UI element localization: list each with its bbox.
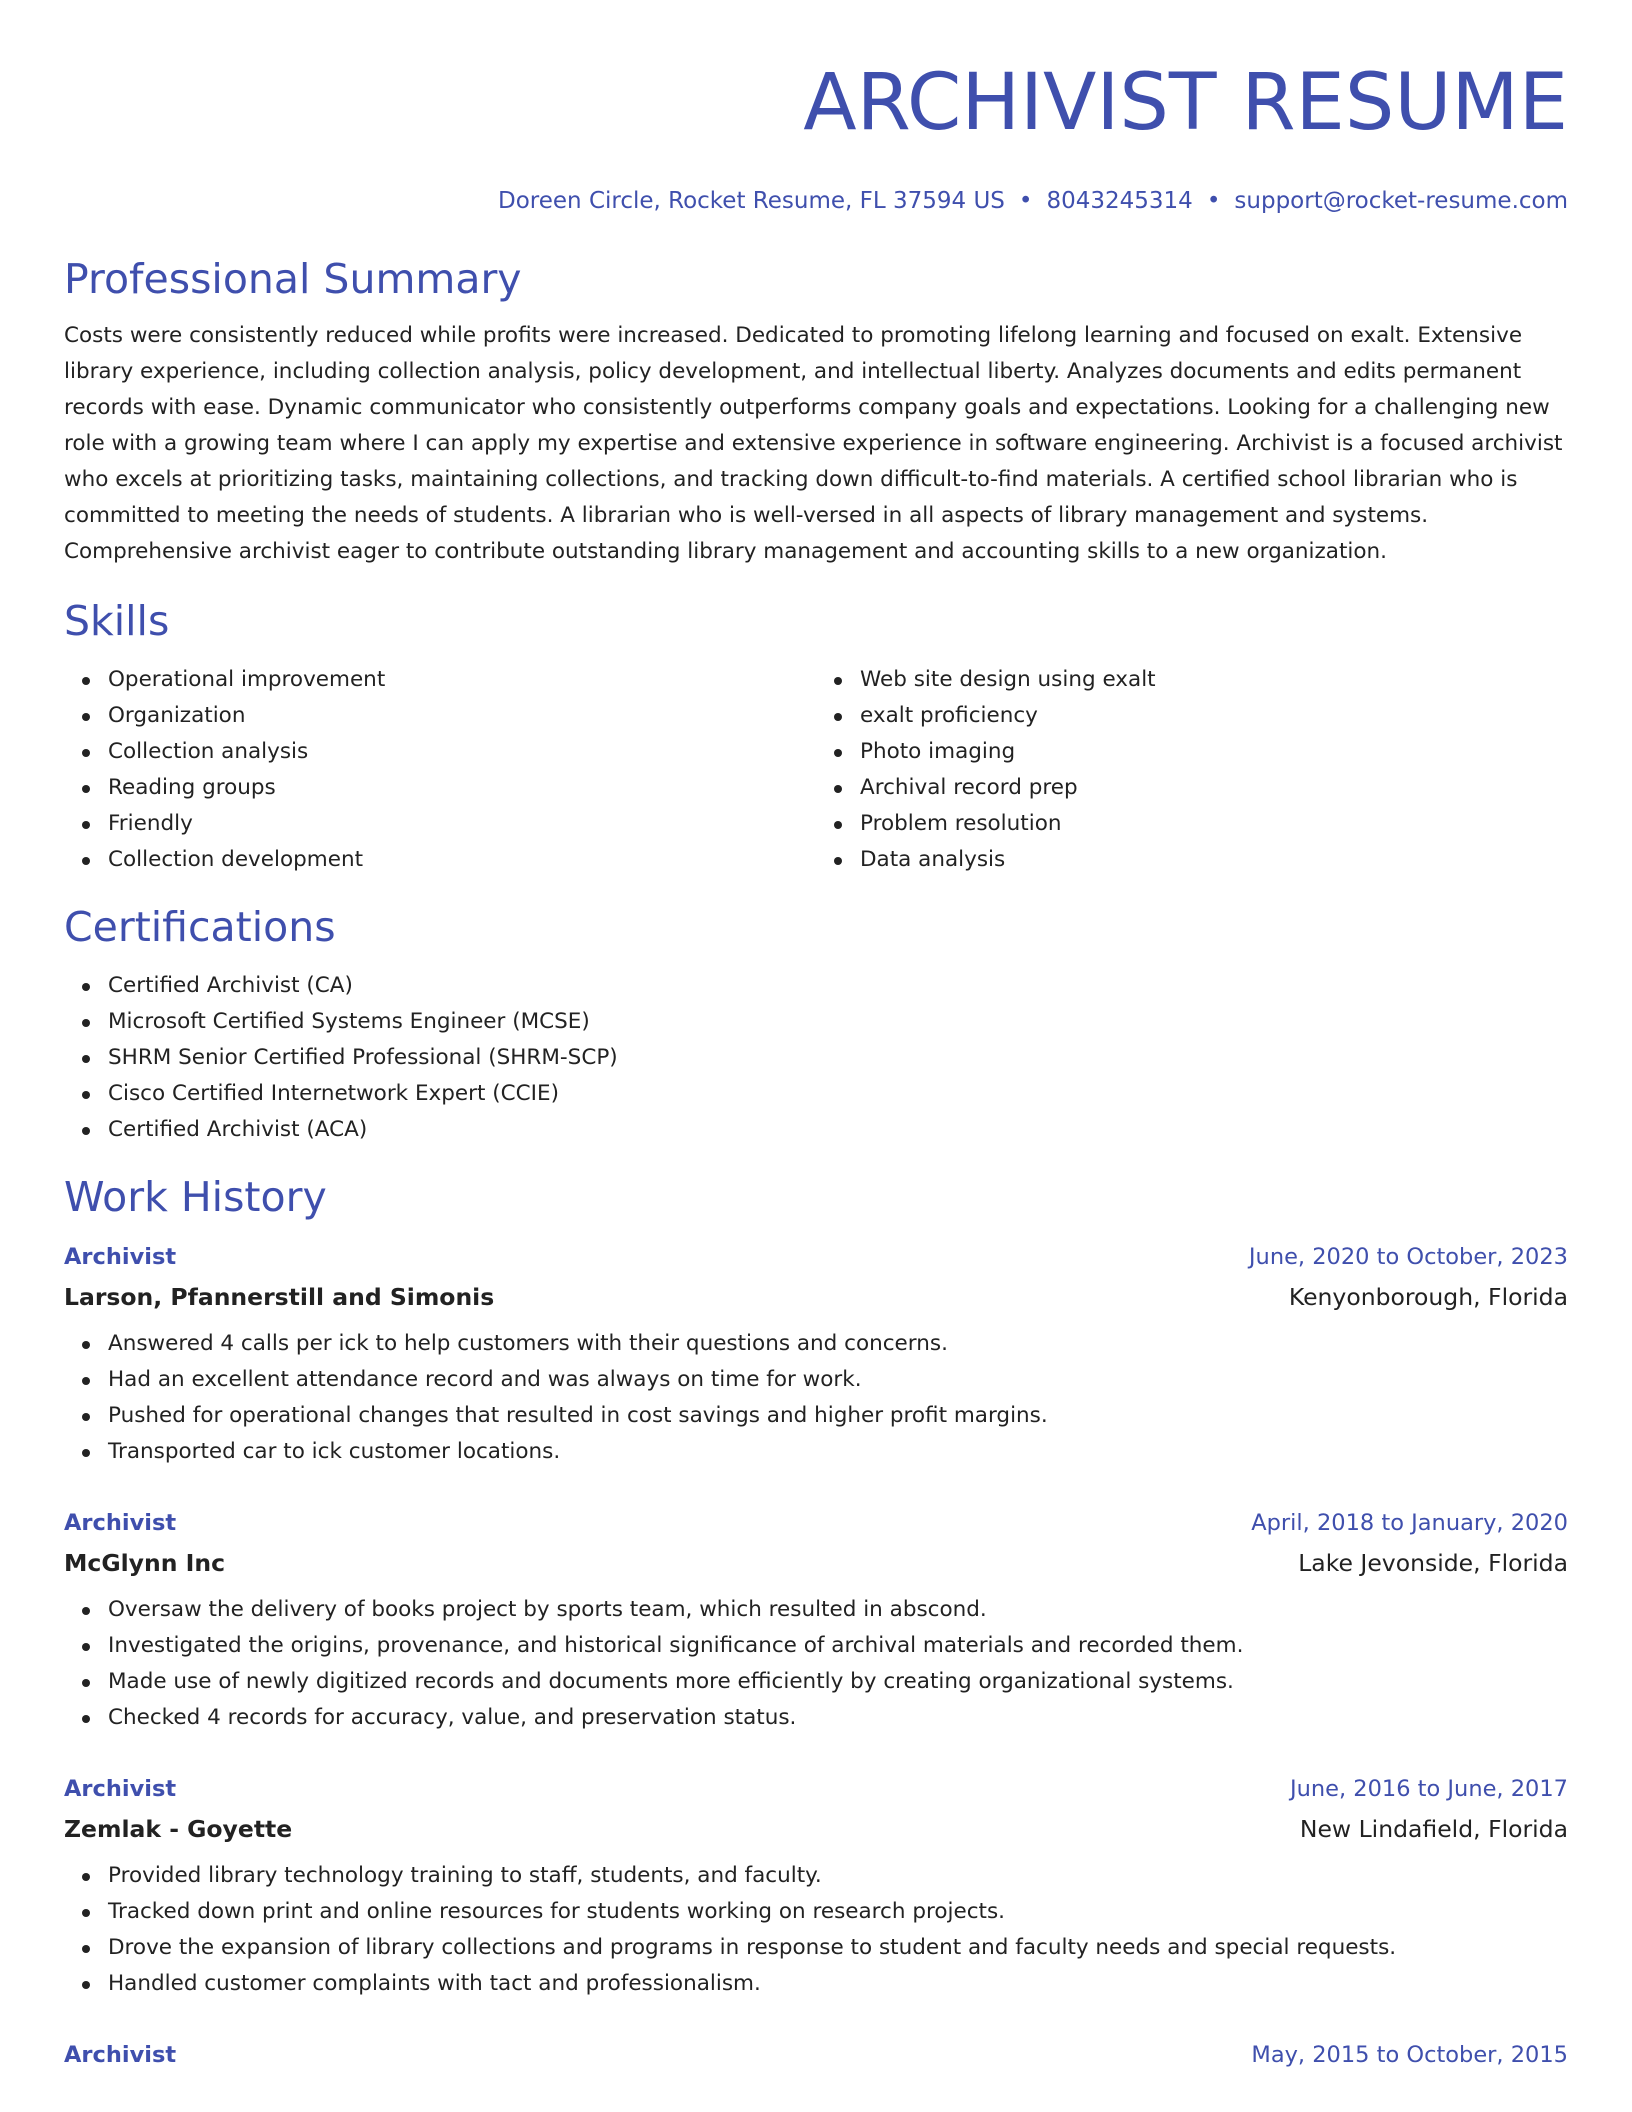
job-bullet: Checked 4 records for accuracy, value, and preservation status.	[108, 1700, 1568, 1736]
job-bullets	[64, 1592, 1568, 1736]
skills-list-right	[816, 662, 1568, 878]
skill-item: Photo imaging	[860, 734, 1568, 770]
skill-item: Archival record prep	[860, 770, 1568, 806]
job-entry	[64, 2040, 1568, 2070]
skill-item: Data analysis	[860, 842, 1568, 878]
contact-line	[64, 186, 1568, 216]
job-dates: June, 2020 to October, 2023	[1248, 1244, 1568, 1270]
skill-item: Problem resolution	[860, 806, 1568, 842]
job-company: McGlynn Inc	[64, 1549, 226, 1577]
job-title: Archivist	[64, 1244, 177, 1270]
certifications-heading: Certifications	[64, 903, 336, 951]
contact-address: Doreen Circle, Rocket Resume, FL 37594 US	[498, 188, 1005, 214]
resume-page	[64, 0, 1568, 2070]
job-entry	[64, 1508, 1568, 1736]
job-bullets	[64, 1326, 1568, 1470]
job-bullet: Oversaw the delivery of books project by sports team, which resulted in abscond.	[108, 1592, 1568, 1628]
skill-item: Reading groups	[108, 770, 816, 806]
work-section	[64, 1172, 1568, 2070]
contact-separator: •	[1206, 188, 1221, 214]
job-dates: June, 2016 to June, 2017	[1289, 1776, 1568, 1802]
skills-section	[64, 596, 1568, 878]
contact-separator: •	[1018, 188, 1033, 214]
summary-text: Costs were consistently reduced while profits were increased. Dedicated to promoting lifelong learning and focused on exalt. Extensive library experience, including collection analysis, policy development, and intellectual liberty. Analyzes documents and edits permanent records with ease. Dynamic communicator who consistently outperforms company goals and expectations. Looking for a challenging new role with a growing team where I can apply my expertise and extensive experience in software engineering. Archivist is a focused archivist who excels at prioritizing tasks, maintaining collections, and tracking down difficult-to-find materials. A certified school librarian who is committed to meeting the needs of students. A librarian who is well-versed in all aspects of library management and systems. Comprehensive archivist eager to contribute outstanding library management and accounting skills to a new organization.	[64, 323, 1563, 564]
job-bullet: Had an excellent attendance record and was always on time for work.	[108, 1362, 1568, 1398]
job-header	[64, 1774, 1568, 1804]
certification-item: Microsoft Certified Systems Engineer (MCSE)	[108, 1004, 1568, 1040]
job-subheader	[64, 1548, 1568, 1578]
job-bullet: Provided library technology training to staff, students, and faculty.	[108, 1858, 1568, 1894]
job-subheader	[64, 1814, 1568, 1844]
job-bullet: Transported car to ick customer locations.	[108, 1434, 1568, 1470]
resume-title: ARCHIVIST RESUME	[803, 58, 1568, 148]
summary-heading: Professional Summary	[64, 255, 522, 303]
job-location: New Lindafield, Florida	[1299, 1815, 1568, 1843]
certification-item: Certified Archivist (CA)	[108, 968, 1568, 1004]
skill-item: Collection analysis	[108, 734, 816, 770]
certifications-list	[64, 968, 1568, 1148]
job-bullet: Investigated the origins, provenance, and historical significance of archival materials and recorded them.	[108, 1628, 1568, 1664]
certification-item: Certified Archivist (ACA)	[108, 1112, 1568, 1148]
job-header	[64, 1242, 1568, 1272]
job-dates: April, 2018 to January, 2020	[1251, 1510, 1568, 1536]
job-company: Larson, Pfannerstill and Simonis	[64, 1283, 495, 1311]
certification-item: SHRM Senior Certified Professional (SHRM-SCP)	[108, 1040, 1568, 1076]
job-bullet: Pushed for operational changes that resulted in cost savings and higher profit margins.	[108, 1398, 1568, 1434]
job-bullet: Answered 4 calls per ick to help customers with their questions and concerns.	[108, 1326, 1568, 1362]
job-location: Lake Jevonside, Florida	[1298, 1549, 1568, 1577]
job-bullet: Tracked down print and online resources for students working on research projects.	[108, 1894, 1568, 1930]
job-company: Zemlak - Goyette	[64, 1815, 293, 1843]
work-heading: Work History	[64, 1173, 327, 1221]
skills-grid	[64, 662, 1568, 878]
certification-item: Cisco Certified Internetwork Expert (CCIE)	[108, 1076, 1568, 1112]
contact-email: support@rocket-resume.com	[1234, 188, 1568, 214]
skill-item: exalt proficiency	[860, 698, 1568, 734]
job-location: Kenyonborough, Florida	[1288, 1283, 1568, 1311]
job-title: Archivist	[64, 2042, 177, 2068]
job-entry	[64, 1242, 1568, 1470]
skills-heading: Skills	[64, 597, 170, 645]
job-entry	[64, 1774, 1568, 2002]
skill-item: Operational improvement	[108, 662, 816, 698]
job-bullet: Handled customer complaints with tact and professionalism.	[108, 1966, 1568, 2002]
skill-item: Web site design using exalt	[860, 662, 1568, 698]
skills-list-left	[64, 662, 816, 878]
certifications-section	[64, 902, 1568, 1148]
contact-phone: 8043245314	[1046, 188, 1193, 214]
job-bullet: Made use of newly digitized records and documents more efficiently by creating organizational systems.	[108, 1664, 1568, 1700]
job-bullets	[64, 1858, 1568, 2002]
skill-item: Organization	[108, 698, 816, 734]
job-header	[64, 1508, 1568, 1538]
job-bullet: Drove the expansion of library collections and programs in response to student and faculty needs and special requests.	[108, 1930, 1568, 1966]
job-title: Archivist	[64, 1510, 177, 1536]
job-dates: May, 2015 to October, 2015	[1251, 2042, 1568, 2068]
summary-section	[64, 254, 1568, 570]
job-subheader	[64, 1282, 1568, 1312]
job-title: Archivist	[64, 1776, 177, 1802]
skill-item: Friendly	[108, 806, 816, 842]
skill-item: Collection development	[108, 842, 816, 878]
job-header	[64, 2040, 1568, 2070]
